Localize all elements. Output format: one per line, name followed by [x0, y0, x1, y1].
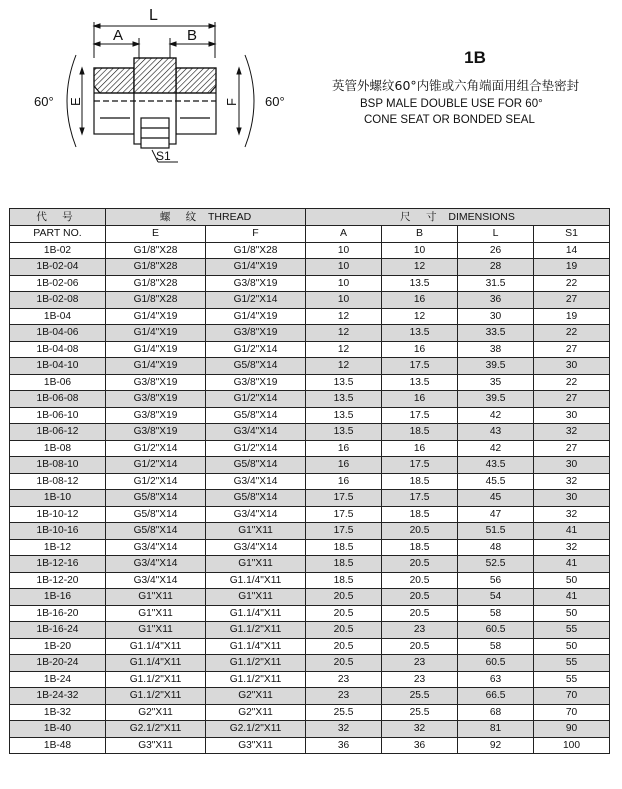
table-header-row-1: [10, 209, 610, 226]
cell-A: 18.5: [306, 539, 382, 556]
model-number: 1B: [464, 48, 486, 67]
cell-B: 20.5: [382, 605, 458, 622]
cell-B: 17.5: [382, 457, 458, 474]
table-row: [10, 308, 610, 325]
cell-L: 68: [458, 704, 534, 721]
header-L: L: [458, 226, 534, 243]
cell-F: G3/4"X14: [206, 506, 306, 523]
cell-F: G2"X11: [206, 688, 306, 705]
cell-A: 13.5: [306, 374, 382, 391]
cell-E: G1.1/2"X11: [106, 688, 206, 705]
cell-S1: 41: [534, 523, 610, 540]
cell-part-no: 1B-02-08: [10, 292, 106, 309]
cell-part-no: 1B-20: [10, 638, 106, 655]
cell-part-no: 1B-06-12: [10, 424, 106, 441]
cell-B: 20.5: [382, 572, 458, 589]
header-S1: S1: [534, 226, 610, 243]
table-row: [10, 506, 610, 523]
label-F: F: [224, 98, 239, 106]
cell-E: G1/4"X19: [106, 308, 206, 325]
header-thread: 螺 纹 THREAD: [106, 209, 306, 226]
cell-F: G5/8"X14: [206, 457, 306, 474]
table-row: [10, 242, 610, 259]
cell-E: G5/8"X14: [106, 490, 206, 507]
cell-L: 42: [458, 440, 534, 457]
cell-L: 60.5: [458, 655, 534, 672]
cell-A: 18.5: [306, 556, 382, 573]
cell-E: G3/4"X14: [106, 539, 206, 556]
cell-L: 39.5: [458, 358, 534, 375]
cell-S1: 27: [534, 292, 610, 309]
cell-B: 36: [382, 737, 458, 754]
cell-S1: 19: [534, 259, 610, 276]
cell-E: G1"X11: [106, 622, 206, 639]
cell-A: 20.5: [306, 655, 382, 672]
cell-F: G1/2"X14: [206, 292, 306, 309]
cell-L: 43.5: [458, 457, 534, 474]
cell-B: 18.5: [382, 424, 458, 441]
cell-F: G3/4"X14: [206, 539, 306, 556]
cell-B: 20.5: [382, 638, 458, 655]
cell-S1: 55: [534, 655, 610, 672]
cell-A: 20.5: [306, 638, 382, 655]
cell-B: 17.5: [382, 490, 458, 507]
cell-E: G1"X11: [106, 589, 206, 606]
cell-F: G5/8"X14: [206, 490, 306, 507]
cell-S1: 90: [534, 721, 610, 738]
cell-F: G1.1/4"X11: [206, 638, 306, 655]
cell-B: 18.5: [382, 506, 458, 523]
table-header-row-2: [10, 226, 610, 243]
cell-L: 63: [458, 671, 534, 688]
cell-B: 32: [382, 721, 458, 738]
cell-S1: 30: [534, 457, 610, 474]
cell-F: G1.1/4"X11: [206, 605, 306, 622]
cell-A: 17.5: [306, 506, 382, 523]
cell-F: G3/8"X19: [206, 325, 306, 342]
cell-A: 13.5: [306, 391, 382, 408]
cell-S1: 50: [534, 638, 610, 655]
cell-part-no: 1B-06-10: [10, 407, 106, 424]
cell-L: 47: [458, 506, 534, 523]
cell-E: G1/2"X14: [106, 457, 206, 474]
cell-B: 16: [382, 292, 458, 309]
table-row: [10, 259, 610, 276]
cell-E: G5/8"X14: [106, 523, 206, 540]
cell-A: 12: [306, 325, 382, 342]
cell-A: 13.5: [306, 424, 382, 441]
cell-E: G1/4"X19: [106, 358, 206, 375]
cell-L: 56: [458, 572, 534, 589]
table-row: [10, 292, 610, 309]
cell-F: G1"X11: [206, 589, 306, 606]
cell-E: G1/4"X19: [106, 325, 206, 342]
cell-B: 13.5: [382, 275, 458, 292]
cell-F: G3/8"X19: [206, 374, 306, 391]
cell-A: 18.5: [306, 572, 382, 589]
cell-B: 23: [382, 622, 458, 639]
title-english-line1: BSP MALE DOUBLE USE FOR 60°: [360, 98, 543, 110]
cell-L: 54: [458, 589, 534, 606]
cell-E: G1/8"X28: [106, 259, 206, 276]
cell-part-no: 1B-04-08: [10, 341, 106, 358]
cell-S1: 22: [534, 275, 610, 292]
cell-B: 13.5: [382, 374, 458, 391]
cell-B: 23: [382, 655, 458, 672]
cell-L: 45: [458, 490, 534, 507]
cell-F: G1"X11: [206, 523, 306, 540]
table-row: [10, 622, 610, 639]
cell-A: 25.5: [306, 704, 382, 721]
cell-L: 43: [458, 424, 534, 441]
table-row: [10, 572, 610, 589]
cell-B: 25.5: [382, 704, 458, 721]
cell-B: 10: [382, 242, 458, 259]
cell-L: 39.5: [458, 391, 534, 408]
cell-L: 36: [458, 292, 534, 309]
cell-E: G5/8"X14: [106, 506, 206, 523]
title-chinese: 英管外螺纹60°内锥或六角端面用组合垫密封: [332, 78, 580, 93]
cell-F: G1.1/2"X11: [206, 671, 306, 688]
cell-L: 51.5: [458, 523, 534, 540]
cell-A: 12: [306, 308, 382, 325]
cell-E: G3"X11: [106, 737, 206, 754]
cell-B: 18.5: [382, 473, 458, 490]
cell-part-no: 1B-12-16: [10, 556, 106, 573]
table-row: [10, 539, 610, 556]
cell-S1: 30: [534, 490, 610, 507]
cell-part-no: 1B-16-24: [10, 622, 106, 639]
cell-S1: 50: [534, 605, 610, 622]
cell-L: 52.5: [458, 556, 534, 573]
cell-part-no: 1B-04-10: [10, 358, 106, 375]
cell-A: 23: [306, 671, 382, 688]
cell-part-no: 1B-12-20: [10, 572, 106, 589]
table-row: [10, 523, 610, 540]
table-row: [10, 605, 610, 622]
table-row: [10, 457, 610, 474]
fitting-drawing: [0, 0, 330, 185]
cell-S1: 22: [534, 325, 610, 342]
cell-part-no: 1B-06: [10, 374, 106, 391]
cell-S1: 100: [534, 737, 610, 754]
table-row: [10, 391, 610, 408]
cell-A: 16: [306, 473, 382, 490]
cell-part-no: 1B-40: [10, 721, 106, 738]
cell-part-no: 1B-06-08: [10, 391, 106, 408]
table-row: [10, 721, 610, 738]
cell-E: G1/8"X28: [106, 242, 206, 259]
cell-part-no: 1B-24: [10, 671, 106, 688]
cell-B: 16: [382, 440, 458, 457]
header-part-no: PART NO.: [10, 226, 106, 243]
cell-part-no: 1B-48: [10, 737, 106, 754]
cell-B: 17.5: [382, 407, 458, 424]
cell-F: G5/8"X14: [206, 407, 306, 424]
cell-E: G3/8"X19: [106, 407, 206, 424]
cell-E: G1.1/4"X11: [106, 655, 206, 672]
cell-F: G1/2"X14: [206, 440, 306, 457]
cell-E: G3/8"X19: [106, 391, 206, 408]
cell-A: 13.5: [306, 407, 382, 424]
label-S1: S1: [156, 149, 171, 163]
cell-E: G1.1/2"X11: [106, 671, 206, 688]
cell-F: G1/2"X14: [206, 391, 306, 408]
cell-F: G1.1/4"X11: [206, 572, 306, 589]
cell-part-no: 1B-02-04: [10, 259, 106, 276]
table-row: [10, 556, 610, 573]
cell-L: 38: [458, 341, 534, 358]
cell-S1: 32: [534, 424, 610, 441]
cell-L: 45.5: [458, 473, 534, 490]
label-A: A: [113, 27, 124, 44]
cell-F: G1.1/2"X11: [206, 622, 306, 639]
cell-F: G3/4"X14: [206, 424, 306, 441]
angle-right-label: 60°: [265, 94, 285, 109]
cell-F: G5/8"X14: [206, 358, 306, 375]
cell-S1: 19: [534, 308, 610, 325]
cell-S1: 27: [534, 391, 610, 408]
cell-S1: 30: [534, 407, 610, 424]
cell-L: 58: [458, 638, 534, 655]
header-dimensions: 尺 寸 DIMENSIONS: [306, 209, 610, 226]
cell-A: 32: [306, 721, 382, 738]
table-row: [10, 473, 610, 490]
cell-A: 36: [306, 737, 382, 754]
cell-L: 42: [458, 407, 534, 424]
cell-F: G3"X11: [206, 737, 306, 754]
cell-part-no: 1B-10-16: [10, 523, 106, 540]
cell-E: G2"X11: [106, 704, 206, 721]
cell-part-no: 1B-12: [10, 539, 106, 556]
cell-A: 20.5: [306, 605, 382, 622]
cell-L: 92: [458, 737, 534, 754]
table-row: [10, 275, 610, 292]
cell-L: 31.5: [458, 275, 534, 292]
cell-A: 12: [306, 358, 382, 375]
cell-L: 28: [458, 259, 534, 276]
cell-F: G2.1/2"X11: [206, 721, 306, 738]
spec-table: [9, 208, 610, 754]
cell-S1: 70: [534, 704, 610, 721]
cell-S1: 14: [534, 242, 610, 259]
cell-L: 48: [458, 539, 534, 556]
cell-A: 10: [306, 292, 382, 309]
cell-B: 23: [382, 671, 458, 688]
cell-E: G1/8"X28: [106, 292, 206, 309]
cell-B: 16: [382, 391, 458, 408]
cell-F: G1/4"X19: [206, 259, 306, 276]
label-E: E: [68, 97, 83, 106]
header-part-cn: 代 号: [10, 209, 106, 226]
fitting-body: [94, 58, 216, 148]
cell-part-no: 1B-24-32: [10, 688, 106, 705]
cell-A: 10: [306, 259, 382, 276]
header-F: F: [206, 226, 306, 243]
cell-S1: 41: [534, 589, 610, 606]
cell-A: 17.5: [306, 523, 382, 540]
cell-L: 35: [458, 374, 534, 391]
cell-S1: 32: [534, 539, 610, 556]
cell-A: 16: [306, 440, 382, 457]
cell-part-no: 1B-10: [10, 490, 106, 507]
cell-E: G1/4"X19: [106, 341, 206, 358]
cell-L: 26: [458, 242, 534, 259]
cell-E: G1.1/4"X11: [106, 638, 206, 655]
cell-F: G1/2"X14: [206, 341, 306, 358]
cell-part-no: 1B-16: [10, 589, 106, 606]
cell-B: 25.5: [382, 688, 458, 705]
cell-L: 58: [458, 605, 534, 622]
cell-part-no: 1B-08-12: [10, 473, 106, 490]
table-row: [10, 358, 610, 375]
cell-F: G1/4"X19: [206, 308, 306, 325]
cell-B: 16: [382, 341, 458, 358]
cell-E: G1/8"X28: [106, 275, 206, 292]
cell-A: 17.5: [306, 490, 382, 507]
cell-B: 20.5: [382, 556, 458, 573]
cell-S1: 55: [534, 622, 610, 639]
cell-A: 23: [306, 688, 382, 705]
cell-F: G3/4"X14: [206, 473, 306, 490]
cell-F: G2"X11: [206, 704, 306, 721]
table-row: [10, 589, 610, 606]
table-row: [10, 374, 610, 391]
cell-E: G1"X11: [106, 605, 206, 622]
cell-B: 20.5: [382, 523, 458, 540]
cell-A: 20.5: [306, 589, 382, 606]
cell-part-no: 1B-04-06: [10, 325, 106, 342]
cell-L: 33.5: [458, 325, 534, 342]
header-B: B: [382, 226, 458, 243]
cell-part-no: 1B-02: [10, 242, 106, 259]
cell-E: G1/2"X14: [106, 440, 206, 457]
cell-A: 20.5: [306, 622, 382, 639]
cell-S1: 27: [534, 341, 610, 358]
table-row: [10, 688, 610, 705]
cell-A: 12: [306, 341, 382, 358]
table-row: [10, 325, 610, 342]
cell-part-no: 1B-08: [10, 440, 106, 457]
cell-S1: 30: [534, 358, 610, 375]
table-row: [10, 704, 610, 721]
label-B: B: [187, 27, 198, 44]
cell-E: G3/8"X19: [106, 374, 206, 391]
cell-E: G3/4"X14: [106, 572, 206, 589]
cell-E: G2.1/2"X11: [106, 721, 206, 738]
table-row: [10, 655, 610, 672]
cell-L: 30: [458, 308, 534, 325]
cell-F: G1"X11: [206, 556, 306, 573]
cell-L: 81: [458, 721, 534, 738]
cell-part-no: 1B-08-10: [10, 457, 106, 474]
cell-A: 16: [306, 457, 382, 474]
cell-part-no: 1B-02-06: [10, 275, 106, 292]
cell-E: G3/8"X19: [106, 424, 206, 441]
cell-A: 10: [306, 275, 382, 292]
table-row: [10, 407, 610, 424]
header-E: E: [106, 226, 206, 243]
cell-part-no: 1B-16-20: [10, 605, 106, 622]
cell-B: 18.5: [382, 539, 458, 556]
cell-B: 12: [382, 259, 458, 276]
cell-part-no: 1B-32: [10, 704, 106, 721]
cell-S1: 22: [534, 374, 610, 391]
cell-A: 10: [306, 242, 382, 259]
cell-F: G1/8"X28: [206, 242, 306, 259]
cell-L: 66.5: [458, 688, 534, 705]
cell-S1: 27: [534, 440, 610, 457]
title-english-line2: CONE SEAT OR BONDED SEAL: [364, 114, 535, 126]
cell-S1: 50: [534, 572, 610, 589]
angle-left-label: 60°: [34, 94, 54, 109]
cell-F: G3/8"X19: [206, 275, 306, 292]
cell-L: 60.5: [458, 622, 534, 639]
cell-E: G3/4"X14: [106, 556, 206, 573]
label-L: L: [149, 7, 158, 24]
table-row: [10, 440, 610, 457]
cell-E: G1/2"X14: [106, 473, 206, 490]
cell-S1: 41: [534, 556, 610, 573]
cell-B: 13.5: [382, 325, 458, 342]
cell-part-no: 1B-20-24: [10, 655, 106, 672]
cell-S1: 70: [534, 688, 610, 705]
cell-B: 17.5: [382, 358, 458, 375]
cell-S1: 55: [534, 671, 610, 688]
table-row: [10, 490, 610, 507]
cell-part-no: 1B-04: [10, 308, 106, 325]
table-row: [10, 671, 610, 688]
cell-S1: 32: [534, 506, 610, 523]
cell-part-no: 1B-10-12: [10, 506, 106, 523]
cell-B: 12: [382, 308, 458, 325]
table-row: [10, 638, 610, 655]
cell-F: G1.1/2"X11: [206, 655, 306, 672]
table-row: [10, 737, 610, 754]
cell-B: 20.5: [382, 589, 458, 606]
table-row: [10, 424, 610, 441]
table-row: [10, 341, 610, 358]
header-A: A: [306, 226, 382, 243]
cell-S1: 32: [534, 473, 610, 490]
